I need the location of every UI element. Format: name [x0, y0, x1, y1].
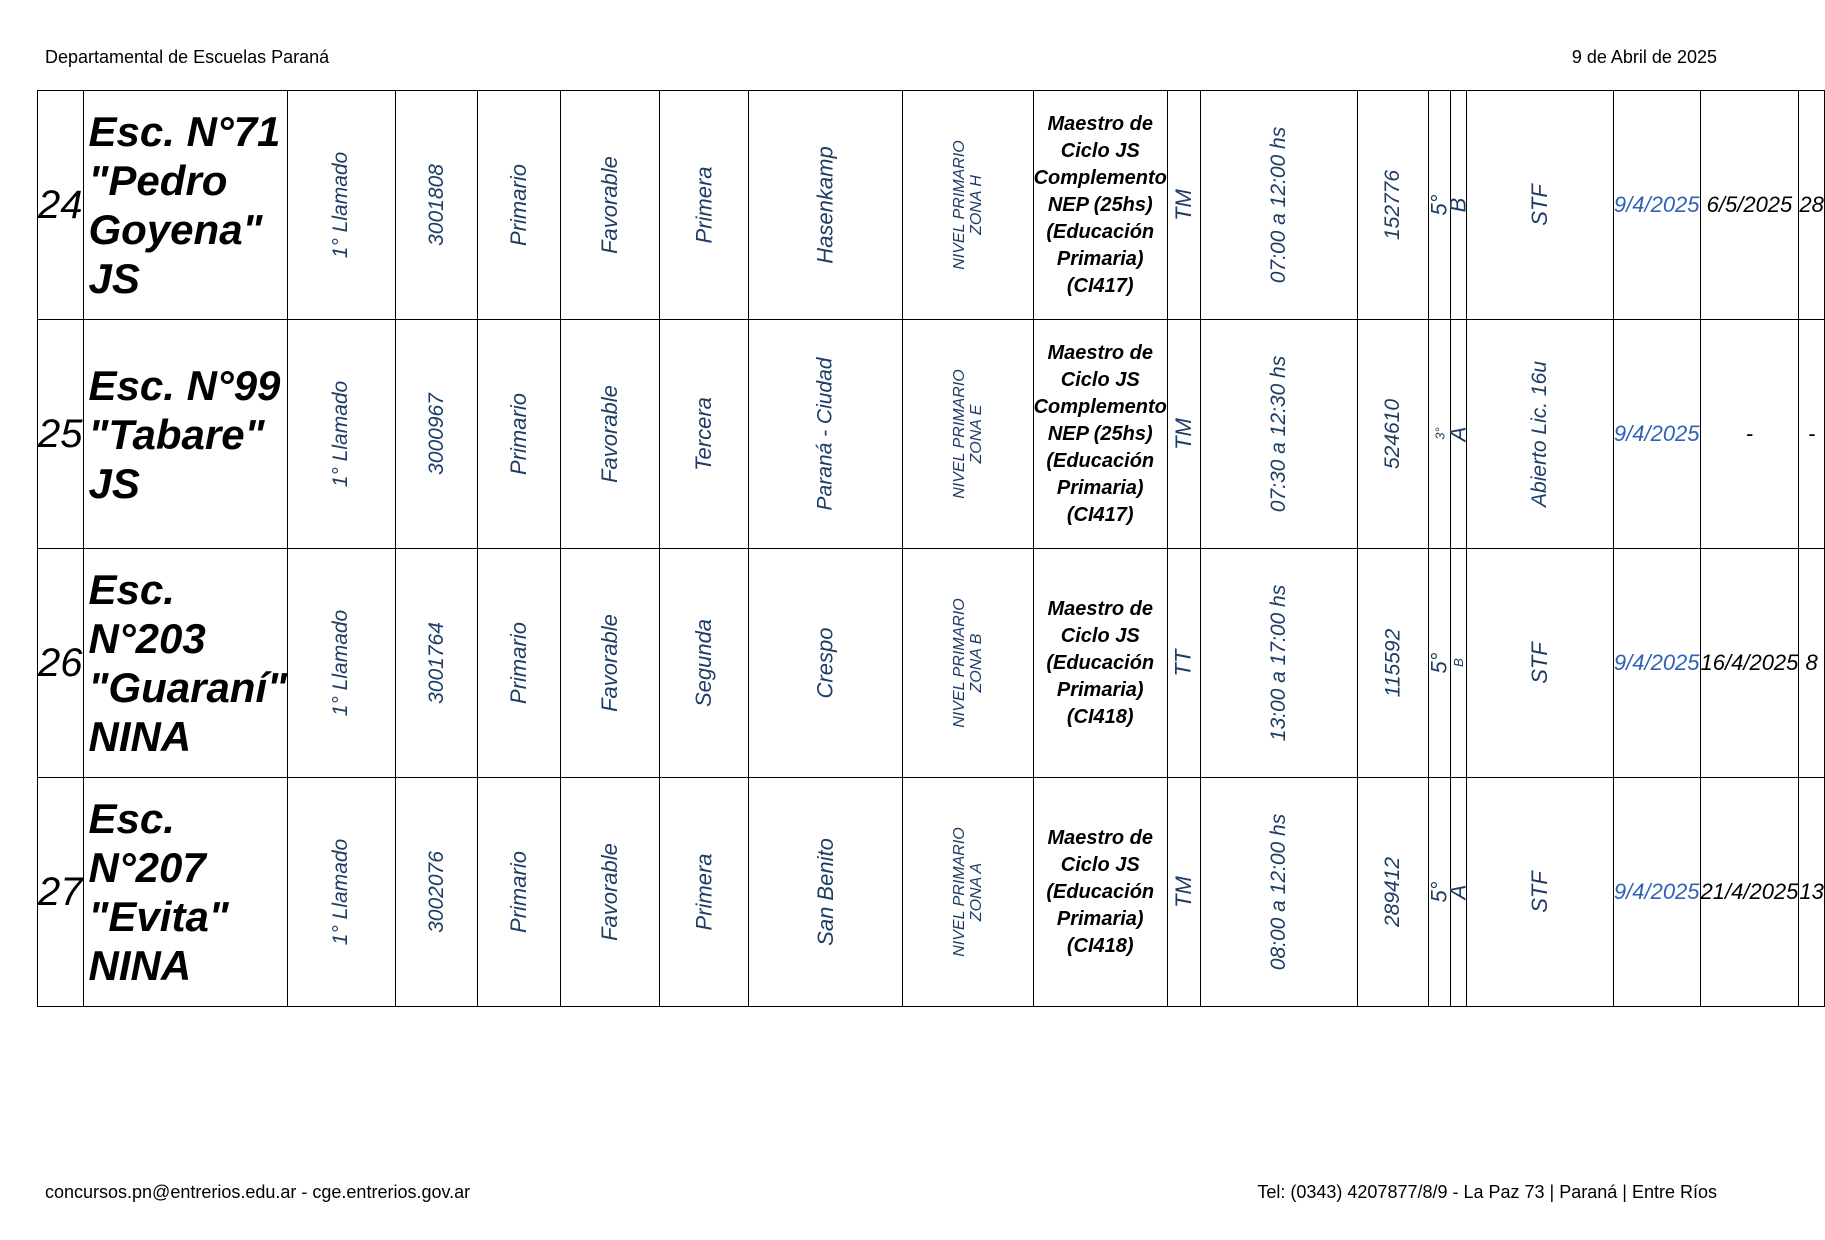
code-cell — [395, 91, 478, 320]
fecha-fin: 6/5/2025 — [1700, 91, 1799, 320]
nivel-cell — [478, 549, 561, 778]
grado: 5° — [1426, 652, 1452, 674]
turno: TM — [1170, 876, 1196, 908]
dias: 28 — [1799, 91, 1824, 320]
horario-cell — [1200, 91, 1357, 320]
seccion: B — [1445, 197, 1471, 213]
header-institution: Departamental de Escuelas Paraná — [45, 47, 330, 67]
seccion-cell — [1451, 549, 1467, 778]
zona-line1: NIVEL PRIMARIO — [950, 368, 968, 499]
zona-cell — [903, 778, 1034, 1007]
localidad-cell — [749, 549, 903, 778]
grado: 5° — [1426, 194, 1452, 216]
zona-line1: NIVEL PRIMARIO — [950, 597, 968, 728]
categoria-cell — [660, 778, 749, 1007]
nivel-cell — [478, 320, 561, 549]
table-row — [38, 778, 1825, 1007]
zona-label — [951, 827, 985, 957]
row-number: 26 — [38, 549, 84, 778]
zona-tipo: Favorable — [597, 614, 623, 712]
seccion: A — [1445, 426, 1471, 442]
cargo-description: Maestro de Ciclo JS Complemento NEP (25hs) (Educación Primaria) (CI417) — [1033, 320, 1167, 549]
fecha-inicio: 9/4/2025 — [1613, 91, 1700, 320]
turno: TT — [1170, 649, 1196, 677]
row-number: 24 — [38, 91, 84, 320]
localidad: Hasenkamp — [812, 146, 838, 264]
zona-line2: ZONA H — [967, 174, 985, 235]
zona-cell — [903, 91, 1034, 320]
zona-tipo: Favorable — [597, 843, 623, 941]
cuil: 524610 — [1381, 398, 1405, 470]
nivel: Primario — [506, 622, 532, 704]
nivel-cell — [478, 91, 561, 320]
zona-label — [951, 598, 985, 728]
zona-tipo-cell — [561, 320, 660, 549]
zona-line2: ZONA E — [967, 404, 985, 463]
fecha-fin: 16/4/2025 — [1700, 549, 1799, 778]
school-name: Esc. N°207 "Evita" NINA — [83, 778, 288, 1007]
fecha-fin: 21/4/2025 — [1700, 778, 1799, 1007]
zona-label — [951, 369, 985, 499]
cuil: 115592 — [1381, 628, 1405, 698]
seccion-cell — [1445, 778, 1471, 1007]
llamado-cell — [288, 549, 395, 778]
grado: 3° — [1432, 427, 1448, 440]
categoria-cell — [660, 320, 749, 549]
categoria-cell — [660, 91, 749, 320]
turno-cell — [1167, 778, 1200, 1007]
footer-contact-address: Tel: (0343) 4207877/8/9 - La Paz 73 | Paraná | Entre Ríos — [1257, 1182, 1717, 1202]
vacancies-table — [37, 90, 1825, 1007]
dias: 8 — [1799, 549, 1824, 778]
fecha-inicio: 9/4/2025 — [1613, 320, 1700, 549]
situacion-cell — [1466, 549, 1613, 778]
footer-contact-email: concursos.pn@entrerios.edu.ar - cge.entrerios.gov.ar — [45, 1182, 471, 1202]
turno-cell — [1167, 91, 1200, 320]
establishment-code: 3001764 — [424, 622, 448, 704]
situacion-cell — [1466, 320, 1613, 549]
llamado: 1° Llamado — [329, 609, 353, 717]
horario: 07:00 a 12:00 hs — [1266, 126, 1290, 284]
cargo-description: Maestro de Ciclo JS Complemento NEP (25hs) (Educación Primaria) (CI417) — [1033, 91, 1167, 320]
localidad: Crespo — [812, 627, 838, 699]
seccion: B — [1451, 658, 1467, 667]
nivel: Primario — [506, 393, 532, 475]
school-name: Esc. N°99 "Tabare" JS — [83, 320, 288, 549]
situacion-cell — [1466, 778, 1613, 1007]
zona-line1: NIVEL PRIMARIO — [950, 139, 968, 270]
llamado: 1° Llamado — [329, 380, 353, 488]
horario-cell — [1200, 778, 1357, 1007]
turno: TM — [1170, 189, 1196, 221]
code-cell — [395, 320, 478, 549]
establishment-code: 3001808 — [424, 164, 448, 246]
categoria: Primera — [691, 166, 717, 244]
cuil-cell — [1358, 320, 1429, 549]
establishment-code: 3002076 — [424, 851, 448, 933]
zona-cell — [903, 320, 1034, 549]
fecha-fin: - — [1700, 320, 1799, 549]
dias: - — [1799, 320, 1824, 549]
situacion: STF — [1526, 642, 1552, 684]
table-row — [38, 320, 1825, 549]
row-number: 27 — [38, 778, 84, 1007]
categoria: Tercera — [691, 397, 717, 471]
llamado: 1° Llamado — [329, 151, 353, 259]
turno-cell — [1167, 549, 1200, 778]
header-date: 9 de Abril de 2025 — [1571, 47, 1717, 67]
seccion-cell — [1445, 91, 1471, 320]
fecha-inicio: 9/4/2025 — [1613, 778, 1700, 1007]
table-row — [38, 91, 1825, 320]
grado: 5° — [1426, 881, 1452, 903]
cuil: 152776 — [1381, 169, 1405, 241]
establishment-code: 3000967 — [424, 393, 448, 475]
row-number: 25 — [38, 320, 84, 549]
nivel: Primario — [506, 164, 532, 246]
categoria: Segunda — [691, 618, 717, 708]
situacion: Abierto Lic. 16u — [1527, 361, 1551, 507]
zona-cell — [903, 549, 1034, 778]
seccion: A — [1445, 884, 1471, 900]
llamado-cell — [288, 778, 395, 1007]
zona-tipo-cell — [561, 91, 660, 320]
turno: TM — [1170, 418, 1196, 450]
cuil-cell — [1358, 778, 1429, 1007]
seccion-cell — [1445, 320, 1471, 549]
nivel: Primario — [506, 851, 532, 933]
localidad: Paraná - Ciudad — [813, 357, 837, 511]
zona-tipo: Favorable — [597, 385, 623, 483]
zona-tipo-cell — [561, 778, 660, 1007]
zona-tipo-cell — [561, 549, 660, 778]
localidad-cell — [749, 320, 903, 549]
cuil-cell — [1358, 91, 1429, 320]
situacion-cell — [1466, 91, 1613, 320]
horario: 13:00 a 17:00 hs — [1266, 584, 1290, 742]
llamado-cell — [288, 91, 395, 320]
turno-cell — [1167, 320, 1200, 549]
categoria: Primera — [691, 853, 717, 931]
zona-line2: ZONA B — [967, 633, 985, 692]
code-cell — [395, 549, 478, 778]
horario: 07:30 a 12:30 hs — [1266, 355, 1290, 513]
localidad: San Benito — [812, 838, 838, 946]
cargo-description: Maestro de Ciclo JS (Educación Primaria) (CI418) — [1033, 778, 1167, 1007]
llamado: 1° Llamado — [329, 838, 353, 946]
horario: 08:00 a 12:00 hs — [1266, 813, 1290, 971]
situacion: STF — [1526, 184, 1552, 226]
grado-cell — [1426, 549, 1452, 778]
cuil-cell — [1358, 549, 1429, 778]
localidad-cell — [749, 778, 903, 1007]
nivel-cell — [478, 778, 561, 1007]
zona-tipo: Favorable — [597, 156, 623, 254]
llamado-cell — [288, 320, 395, 549]
categoria-cell — [660, 549, 749, 778]
localidad-cell — [749, 91, 903, 320]
school-name: Esc. N°71 "Pedro Goyena" JS — [83, 91, 288, 320]
horario-cell — [1200, 549, 1357, 778]
dias: 13 — [1799, 778, 1824, 1007]
situacion: STF — [1526, 871, 1552, 913]
cargo-description: Maestro de Ciclo JS (Educación Primaria) (CI418) — [1033, 549, 1167, 778]
zona-line1: NIVEL PRIMARIO — [950, 826, 968, 957]
zona-label — [951, 140, 985, 270]
zona-line2: ZONA A — [967, 862, 985, 921]
fecha-inicio: 9/4/2025 — [1613, 549, 1700, 778]
table-row — [38, 549, 1825, 778]
code-cell — [395, 778, 478, 1007]
cuil: 289412 — [1381, 856, 1405, 928]
horario-cell — [1200, 320, 1357, 549]
school-name: Esc. N°203 "Guaraní" NINA — [83, 549, 288, 778]
